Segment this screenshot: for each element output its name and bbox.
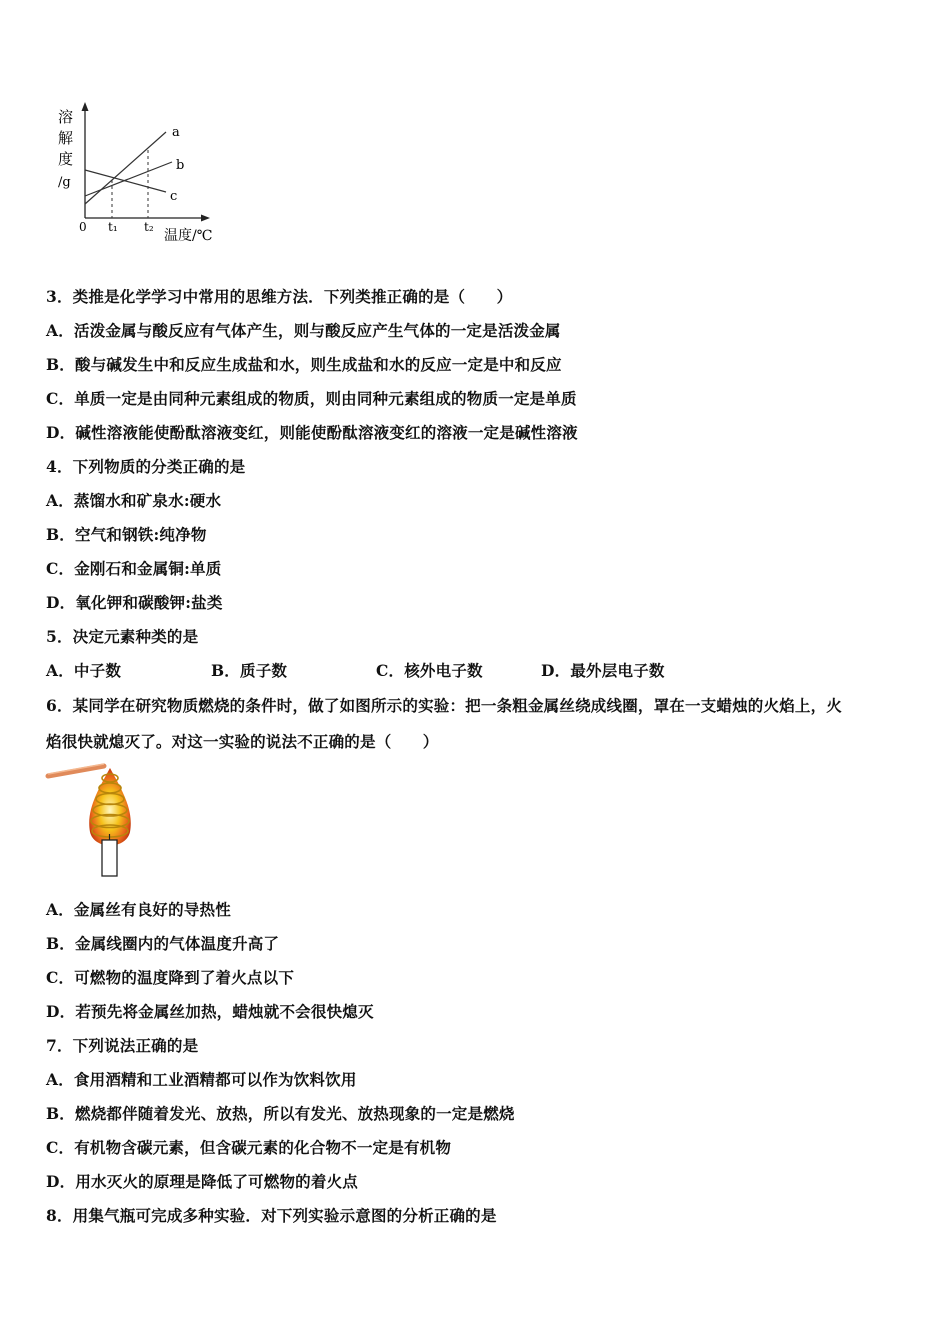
curve-b	[85, 162, 172, 196]
q5-option-c: C．核外电子数	[376, 661, 483, 680]
solubility-chart	[50, 100, 230, 250]
candle-icon	[102, 840, 117, 876]
q5-option-b: B．质子数	[211, 661, 288, 680]
candle-coil-figure	[44, 760, 154, 882]
q4-option-a: A．蒸馏水和矿泉水:硬水	[46, 491, 222, 510]
q5-stem: 5．决定元素种类的是	[46, 627, 199, 646]
q6-option-d: D．若预先将金属丝加热，蜡烛就不会很快熄灭	[46, 1002, 374, 1021]
solubility-chart-svg	[50, 100, 230, 250]
curve-a	[85, 132, 166, 204]
y-axis-arrow	[82, 102, 89, 111]
q7-option-d: D．用水灭火的原理是降低了可燃物的着火点	[46, 1172, 358, 1191]
curve-c-label: c	[170, 189, 178, 204]
q6-stem-line1: 6．某同学在研究物质燃烧的条件时，做了如图所示的实验：把一条粗金属丝绕成线圈，罩在一支蜡烛的火焰上，火	[46, 696, 842, 715]
q6-option-b: B．金属线圈内的气体温度升高了	[46, 934, 280, 953]
curve-b-label: b	[176, 158, 185, 173]
q5-option-d: D．最外层电子数	[541, 661, 665, 680]
origin-label: 0	[79, 220, 87, 234]
x-axis-arrow	[201, 215, 210, 222]
q7-stem: 7．下列说法正确的是	[46, 1036, 199, 1055]
q6-option-c: C．可燃物的温度降到了着火点以下	[46, 968, 295, 987]
q4-option-d: D．氧化钾和碳酸钾:盐类	[46, 593, 223, 612]
q3-option-d: D．碱性溶液能使酚酞溶液变红，则能使酚酞溶液变红的溶液一定是碱性溶液	[46, 423, 578, 442]
ylabel-char-4: /g	[58, 175, 71, 190]
q4-stem: 4．下列物质的分类正确的是	[46, 457, 246, 476]
curve-c	[85, 170, 166, 192]
ylabel-char-1: 溶	[58, 108, 74, 126]
q3-stem: 3．类推是化学学习中常用的思维方法．下列类推正确的是（ ）	[46, 287, 513, 306]
ylabel-char-2: 解	[58, 129, 74, 147]
wire-handle	[48, 766, 104, 776]
candle-coil-svg	[44, 760, 154, 882]
curve-a-label: a	[172, 125, 180, 140]
q4-option-b: B．空气和钢铁:纯净物	[46, 525, 207, 544]
q7-option-b: B．燃烧都伴随着发光、放热，所以有发光、放热现象的一定是燃烧	[46, 1104, 515, 1123]
q3-option-c: C．单质一定是由同种元素组成的物质，则由同种元素组成的物质一定是单质	[46, 389, 577, 408]
t2-label: t₂	[144, 220, 154, 234]
q7-option-a: A．食用酒精和工业酒精都可以作为饮料饮用	[46, 1070, 357, 1089]
q8-stem: 8．用集气瓶可完成多种实验．对下列实验示意图的分析正确的是	[46, 1206, 497, 1225]
q7-option-c: C．有机物含碳元素，但含碳元素的化合物不一定是有机物	[46, 1138, 452, 1157]
ylabel-char-3: 度	[58, 150, 74, 168]
q5-option-a: A．中子数	[46, 661, 122, 680]
q4-option-c: C．金刚石和金属铜:单质	[46, 559, 222, 578]
q6-option-a: A．金属丝有良好的导热性	[46, 900, 231, 919]
q3-option-b: B．酸与碱发生中和反应生成盐和水，则生成盐和水的反应一定是中和反应	[46, 355, 562, 374]
xlabel: 温度/℃	[164, 228, 213, 244]
q3-option-a: A．活泼金属与酸反应有气体产生，则与酸反应产生气体的一定是活泼金属	[46, 321, 561, 340]
t1-label: t₁	[108, 220, 118, 234]
q6-stem-line2: 焰很快就熄灭了。对这一实验的说法不正确的是（ ）	[46, 732, 439, 751]
